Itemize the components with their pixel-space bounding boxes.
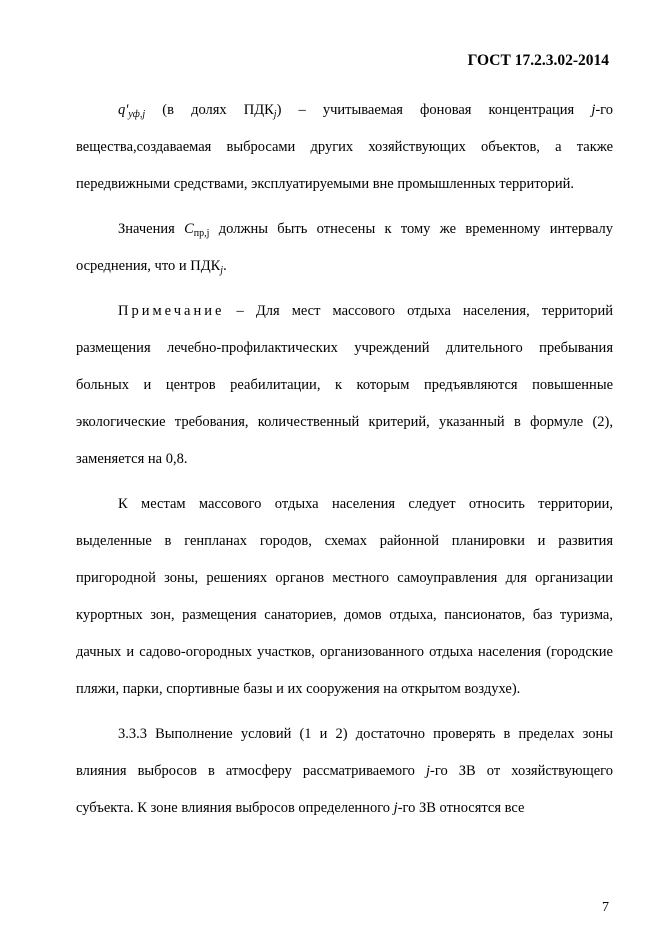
paragraph-values-c xyxy=(76,211,613,285)
symbol-c: С xyxy=(184,221,194,237)
unit-prefix: (в долях ПДК xyxy=(162,102,274,118)
symbol-q: q' xyxy=(118,102,129,118)
note-text: – Для мест массового отдыха населения, территорий размещения лечебно-профилактических учреждений длительного пребывания больных и центров реабилитации, к которым предъявляются повышенные экологические требования, количественный критерий, указанный в формуле (2), заменяется на 0,8. xyxy=(76,303,613,467)
note-label: Примечание xyxy=(118,303,225,319)
index-j: j xyxy=(591,102,596,118)
values-text: должны быть отнесены к тому же временному интервалу осреднения, что и ПДК xyxy=(76,221,613,274)
section-text-middle: -го ЗВ от хозяйствующего субъекта. К зоне влияния выбросов определенного xyxy=(76,763,613,816)
symbol-c-subscript: пр,j xyxy=(193,228,210,239)
values-end: . xyxy=(223,258,227,274)
index-j-1: j xyxy=(426,763,431,779)
unit-subscript: j xyxy=(273,109,277,120)
definition-rest: -го вещества,создаваемая выбросами других хозяйствующих объектов, а также передвижными средствами, эксплуатируемыми вне промышленных территорий. xyxy=(76,102,614,192)
document-body xyxy=(76,92,613,827)
paragraph-background-concentration xyxy=(76,92,613,203)
page-number: 7 xyxy=(602,900,609,915)
paragraph-section-3-3-3 xyxy=(76,716,613,827)
section-text-start: 3.3.3 Выполнение условий (1 и 2) достаточно проверять в пределах зоны влияния выбросов в атмосферу рассматриваемого xyxy=(76,726,613,779)
index-j-2: j xyxy=(393,800,398,816)
section-text-end: -го ЗВ относятся все xyxy=(397,800,525,816)
values-prefix: Значения xyxy=(118,221,185,237)
paragraph-note xyxy=(76,293,613,478)
definition-text: ) – учитываемая фоновая концентрация xyxy=(276,102,592,118)
recreation-text: К местам массового отдыха населения следует относить территории, выделенные в генпланах городов, схемах районной планировки и развития пригородной зоны, решениях органов местного самоуправления для организации курортных зон, размещения санаториев, домов отдыха, пансионатов, баз туризма, дачных и садово-огородных участков, организованного отдыха населения (городские пляжи, парки, спортивные базы и их сооружения на открытом воздухе). xyxy=(76,496,613,697)
pdk-subscript: j xyxy=(220,265,224,276)
document-header: ГОСТ 17.2.3.02-2014 xyxy=(467,52,609,69)
symbol-q-subscript: уф,j xyxy=(128,109,146,120)
paragraph-recreation-places xyxy=(76,486,613,708)
